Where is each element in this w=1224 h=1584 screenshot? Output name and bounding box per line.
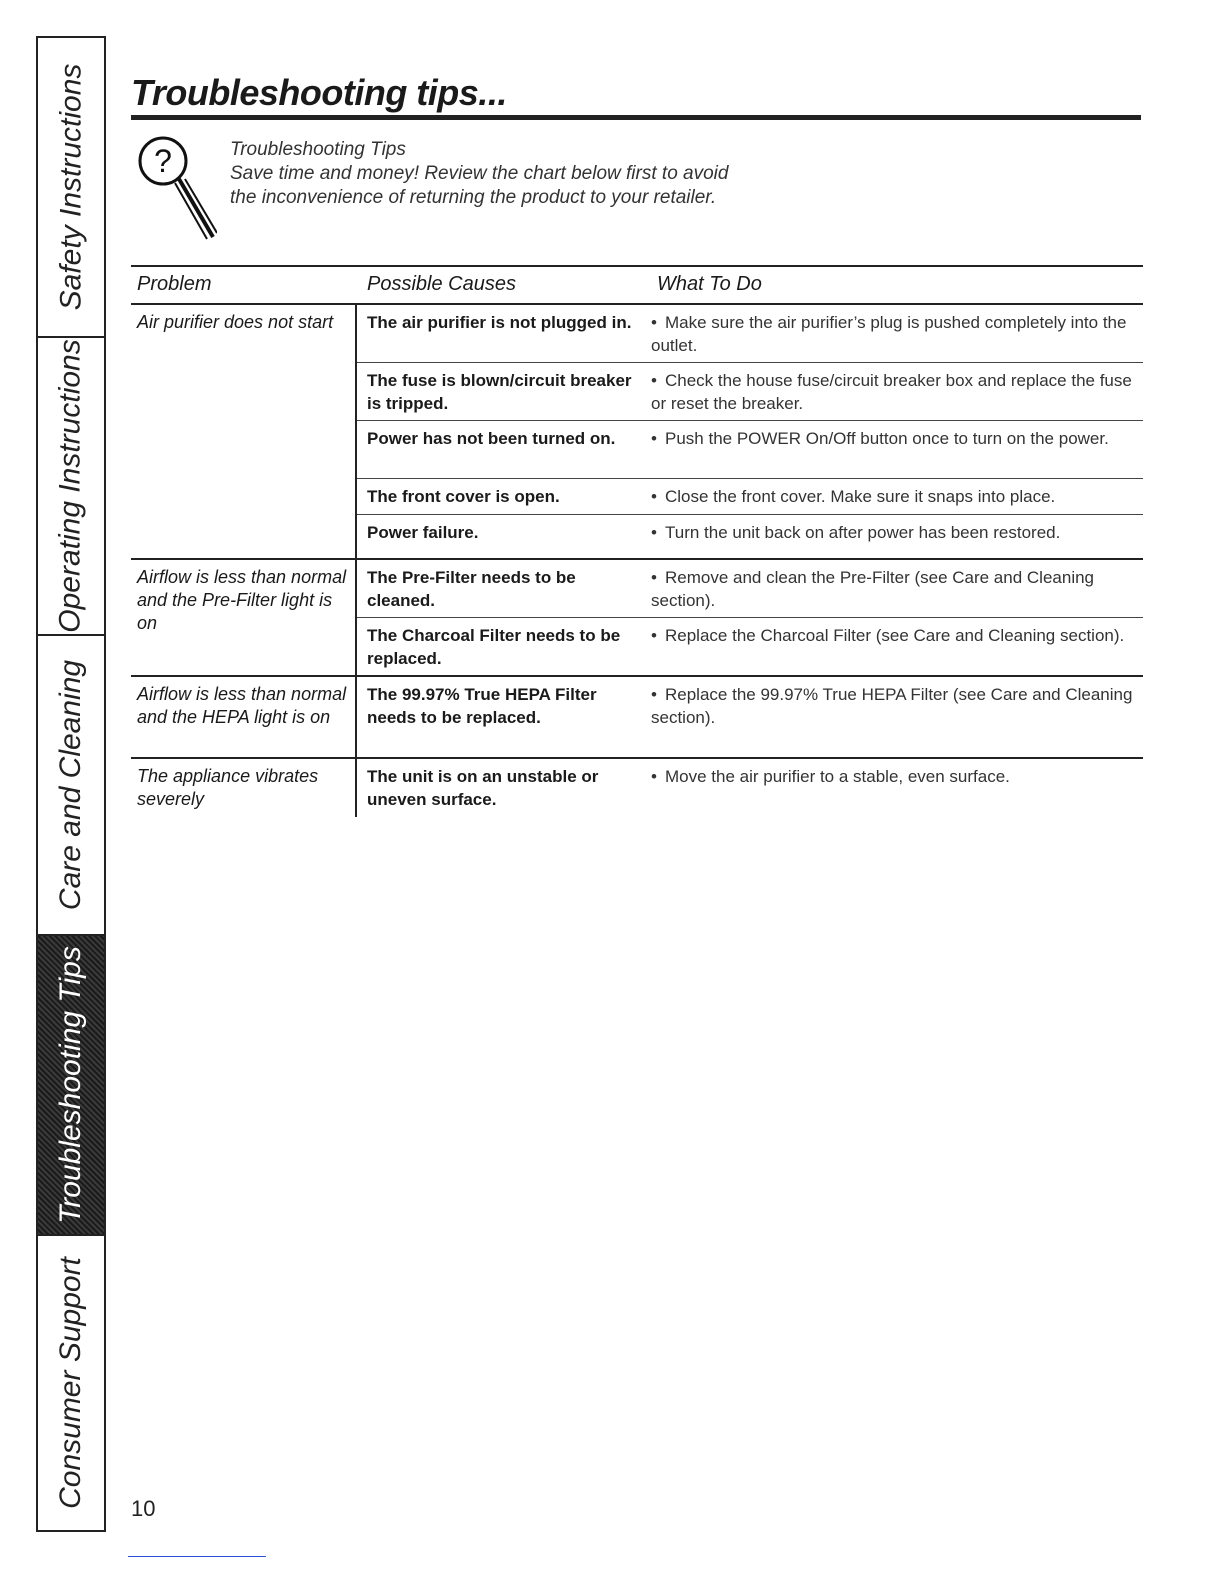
table-row (357, 363, 1143, 421)
problem-text: Air purifier does not start (137, 312, 334, 332)
todo-text: • Replace the 99.97% True HEPA Filter (see Care and Cleaning section). (651, 685, 1133, 727)
title-divider (131, 115, 1141, 120)
cause-text: The Pre-Filter needs to be cleaned. (367, 568, 576, 610)
todo-text: • Remove and clean the Pre-Filter (see Care and Cleaning section). (651, 568, 1095, 610)
intro-body: Save time and money! Review the chart below first to avoid the inconvenience of returning the product to your retailer. (230, 163, 729, 208)
table-row (357, 305, 1143, 363)
table-row (357, 421, 1143, 479)
todo-text: • Check the house fuse/circuit breaker box and replace the fuse or reset the breaker. (651, 371, 1132, 413)
cause-text: The unit is on an unstable or uneven surface. (367, 767, 599, 809)
table-row (357, 560, 1143, 618)
problem-group (131, 560, 1143, 677)
header-what-to-do: What To Do (657, 273, 762, 295)
cause-text: Power has not been turned on. (367, 429, 616, 448)
section-sidebar (36, 36, 106, 1532)
header-possible-causes: Possible Causes (367, 273, 516, 295)
table-header (131, 265, 1143, 305)
cause-text: The fuse is blown/circuit breaker is tripped. (367, 371, 632, 413)
cause-text: The Charcoal Filter needs to be replaced. (367, 626, 621, 668)
cause-text: The front cover is open. (367, 487, 560, 506)
tab-operating-instructions[interactable]: Operating Instructions (38, 338, 104, 636)
todo-text: • Move the air purifier to a stable, even surface. (651, 767, 1010, 786)
problem-group (131, 677, 1143, 759)
cause-text: Power failure. (367, 523, 479, 542)
tab-care-and-cleaning[interactable]: Care and Cleaning (38, 636, 104, 936)
intro-heading: Troubleshooting Tips (230, 139, 406, 160)
todo-text: • Replace the Charcoal Filter (see Care and Cleaning section). (651, 626, 1125, 645)
svg-text:?: ? (154, 143, 172, 179)
table-row (357, 479, 1143, 515)
cause-text: The 99.97% True HEPA Filter needs to be replaced. (367, 685, 597, 727)
tab-consumer-support[interactable]: Consumer Support (54, 1257, 88, 1509)
todo-text: • Turn the unit back on after power has been restored. (651, 523, 1061, 542)
table-row (357, 618, 1143, 674)
table-row (357, 677, 1143, 755)
problem-text: Airflow is less than normal and the HEPA light is on (137, 684, 347, 727)
table-row (357, 759, 1143, 817)
problem-group (131, 305, 1143, 560)
todo-text: • Make sure the air purifier’s plug is pushed completely into the outlet. (651, 313, 1127, 355)
problem-text: The appliance vibrates severely (137, 766, 319, 809)
footer-underline (128, 1556, 266, 1557)
page-title: Troubleshooting tips... (131, 72, 507, 113)
intro-text (230, 138, 750, 210)
header-problem: Problem (137, 273, 212, 295)
page-number: 10 (131, 1496, 156, 1521)
todo-text: • Push the POWER On/Off button once to turn on the power. (651, 429, 1109, 448)
table-row (357, 515, 1143, 560)
problem-group (131, 759, 1143, 817)
cause-text: The air purifier is not plugged in. (367, 313, 632, 332)
question-magnifier-icon (137, 133, 217, 243)
problem-text: Airflow is less than normal and the Pre-Filter light is on (137, 567, 347, 633)
todo-text: • Close the front cover. Make sure it snaps into place. (651, 487, 1056, 506)
tab-safety-instructions[interactable]: Safety Instructions (38, 38, 104, 338)
troubleshooting-table (131, 265, 1143, 817)
tab-troubleshooting-tips[interactable]: Troubleshooting Tips (38, 936, 104, 1236)
